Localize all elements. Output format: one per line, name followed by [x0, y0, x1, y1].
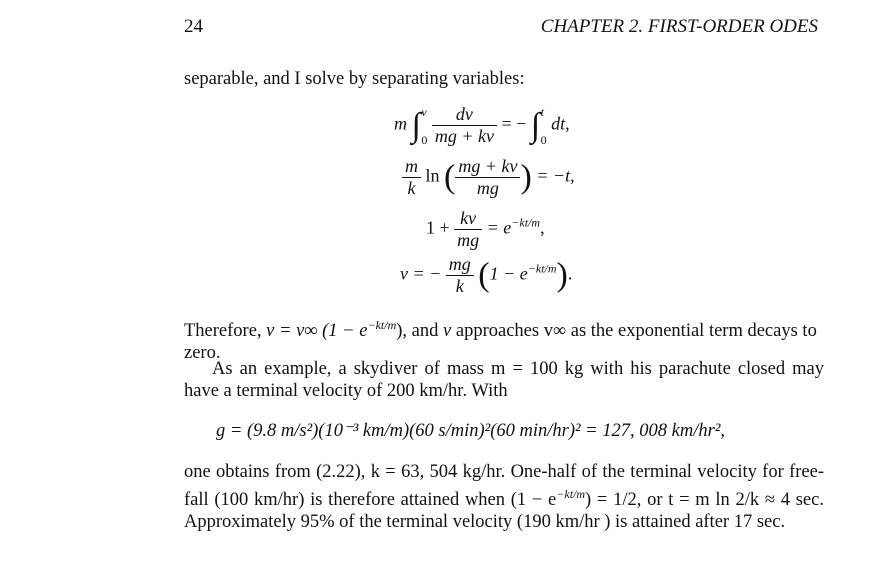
equation-line-3 — [426, 208, 545, 251]
eq3-numerator: kv — [454, 208, 482, 230]
eq2-coeff-den: k — [407, 178, 416, 198]
eq3-lhs: 1 + — [426, 217, 450, 238]
equation-line-4 — [400, 254, 572, 297]
therefore-paragraph — [184, 314, 824, 364]
final-paragraph — [184, 461, 824, 533]
eq1-rhs-limits — [541, 105, 547, 147]
eq2-coeff-fraction — [402, 156, 421, 199]
eq3-rhs: = e — [486, 217, 512, 238]
eq1-equals: = − — [501, 113, 527, 134]
equation-line-1 — [394, 104, 570, 147]
page-number: 24 — [184, 16, 203, 37]
therefore-before: Therefore, — [184, 321, 267, 342]
eq4-exponent: −kt/m — [527, 261, 557, 276]
eq2-numerator: mg + kv — [455, 156, 520, 178]
eq1-rhs-upper: t — [540, 104, 544, 119]
eq4-numerator: mg — [446, 254, 474, 276]
therefore-rest: approaches v∞ as the exponential term decays to zero. — [184, 321, 817, 364]
integral-sign-icon: ∫ — [411, 106, 421, 144]
eq4-inner: 1 − e — [489, 263, 528, 284]
therefore-exponent: −kt/m — [367, 318, 397, 332]
final-exponent: −kt/m — [556, 487, 586, 501]
eq3-denominator: mg — [457, 230, 480, 250]
eq1-upper-limit: v — [421, 104, 427, 119]
eq1-rhs-lower: 0 — [540, 132, 547, 147]
eq2-coeff-num: m — [402, 156, 421, 178]
final-part2: ) = 1/2, or t = m ln 2/k ≈ 4 sec. Approximately 95% of the terminal velocity (190 km/hr ) is attained after 17 sec. — [184, 490, 824, 533]
eq1-coeff: m — [394, 113, 407, 134]
eq1-lower-limit: 0 — [421, 132, 428, 147]
eq1-rhs-tail: dt, — [551, 113, 570, 134]
chapter-title: CHAPTER 2. FIRST-ORDER ODES — [540, 16, 818, 37]
therefore-v: v — [443, 321, 452, 342]
intro-paragraph: separable, and I solve by separating variables: — [184, 69, 525, 89]
left-paren-icon: ( — [444, 158, 456, 196]
therefore-after: ), and — [396, 321, 444, 342]
equation-block — [380, 104, 640, 300]
eq3-tail: , — [540, 217, 545, 238]
integral-sign-icon: ∫ — [530, 106, 541, 144]
eq4-lhs: v = − — [400, 263, 442, 284]
eq4-tail: . — [567, 263, 573, 284]
final-part1: one obtains from (2.22), k = 63, 504 kg/hr. One-half of the terminal velocity for free-fall (100 km/hr) is therefore attained when (1 − e — [184, 462, 824, 511]
eq3-fraction — [454, 208, 482, 251]
equation-line-2 — [402, 156, 575, 199]
eq3-exponent: −kt/m — [511, 215, 541, 230]
page-header — [184, 16, 818, 40]
eq2-denominator: mg — [476, 178, 499, 198]
eq1-limits — [421, 105, 427, 147]
example-paragraph — [184, 358, 824, 402]
right-paren-icon: ) — [556, 256, 568, 294]
g-equation: g = (9.8 m/s²)(10⁻³ km/m)(60 s/min)²(60 min/hr)² = 127, 008 km/hr², — [216, 421, 725, 441]
eq4-denominator: k — [455, 276, 464, 296]
therefore-math: v = v∞ (1 − e — [266, 321, 368, 342]
example-text: As an example, a skydiver of mass m = 100 kg with his parachute closed may have a terminal velocity of 200 km/hr. With — [184, 359, 824, 401]
eq2-fraction — [455, 156, 520, 199]
eq1-denominator: mg + kv — [434, 126, 494, 146]
eq1-numerator: dv — [432, 104, 497, 126]
eq4-fraction — [446, 254, 474, 297]
eq1-fraction — [432, 104, 497, 147]
eq2-ln: ln — [425, 165, 440, 186]
left-paren-icon: ( — [478, 256, 490, 294]
right-paren-icon: ) — [520, 158, 532, 196]
eq2-rhs: = −t, — [536, 165, 575, 186]
